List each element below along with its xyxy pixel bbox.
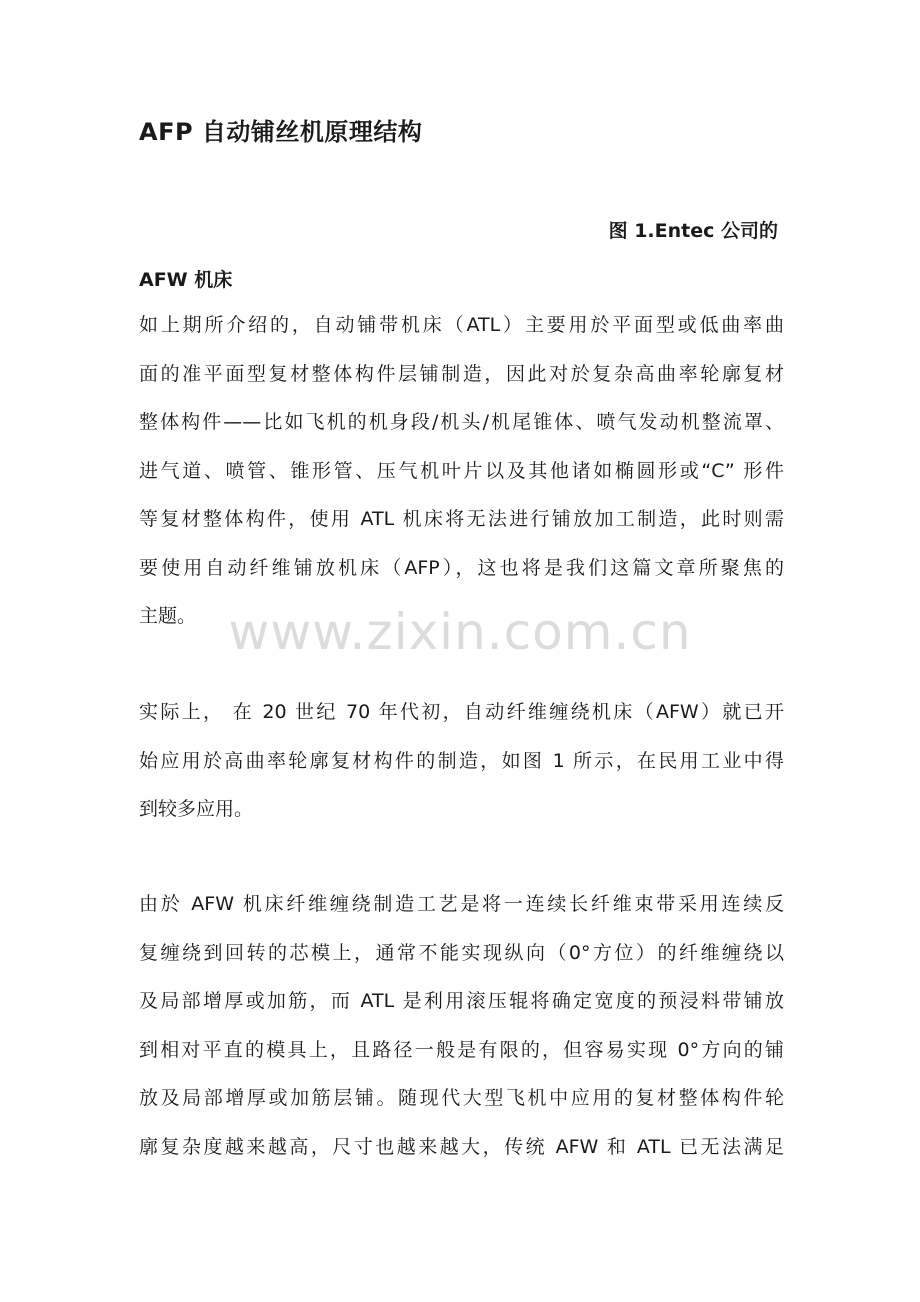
- paragraph-2: [139, 697, 784, 843]
- paragraph-line: 进气道、喷管、锥形管、压气机叶片以及其他诸如椭圆形或“C” 形件: [139, 459, 784, 482]
- paragraph-line: 如上期所介绍的，自动铺带机床（ATL）主要用於平面型或低曲率曲: [139, 314, 784, 336]
- paragraph-line: 等复材整体构件，使用 ATL 机床将无法进行铺放加工制造，此时则需: [139, 508, 784, 530]
- paragraph-line: 要使用自动纤维铺放机床（AFP），这也将是我们这篇文章所聚焦的: [139, 556, 784, 579]
- paragraph-1: [139, 310, 784, 650]
- paragraph-line: 面的准平面型复材整体构件层铺制造，因此对於复杂高曲率轮廓复材: [139, 362, 784, 385]
- paragraph-3: [139, 889, 784, 1180]
- paragraph-line: 廓复杂度越来越高，尺寸也越来越大，传统 AFW 和 ATL 已无法满足: [139, 1135, 784, 1158]
- paragraph-line: 由於 AFW 机床纤维缠绕制造工艺是将一连续长纤维束带采用连续反: [139, 893, 784, 915]
- paragraph-line: 到较多应用。: [139, 798, 254, 820]
- figure-caption-part1: 图 1.Entec 公司的: [608, 220, 778, 242]
- paragraph-line: 始应用於高曲率轮廓复材构件的制造，如图 1 所示，在民用工业中得: [139, 749, 784, 772]
- paragraph-line: 到相对平直的模具上，且路径一般是有限的，但容易实现 0°方向的铺: [139, 1038, 784, 1061]
- paragraph-line: 复缠绕到回转的芯模上，通常不能实现纵向（0°方位）的纤维缠绕以: [139, 941, 784, 964]
- paragraph-line: 放及局部增厚或加筋层铺。随现代大型飞机中应用的复材整体构件轮: [139, 1087, 784, 1109]
- document-title: AFP 自动铺丝机原理结构: [139, 118, 423, 146]
- figure-caption-part2: AFW 机床: [139, 269, 233, 291]
- watermark: www.zixin.com.cn: [228, 603, 692, 661]
- paragraph-line: 整体构件——比如飞机的机身段/机头/机尾锥体、喷气发动机整流罩、: [139, 411, 784, 433]
- paragraph-line: 主题。: [139, 605, 197, 627]
- paragraph-line: 实际上， 在 20 世纪 70 年代初，自动纤维缠绕机床（AFW）就已开: [139, 701, 784, 723]
- paragraph-line: 及局部增厚或加筋，而 ATL 是利用滚压辊将确定宽度的预浸料带铺放: [139, 990, 784, 1012]
